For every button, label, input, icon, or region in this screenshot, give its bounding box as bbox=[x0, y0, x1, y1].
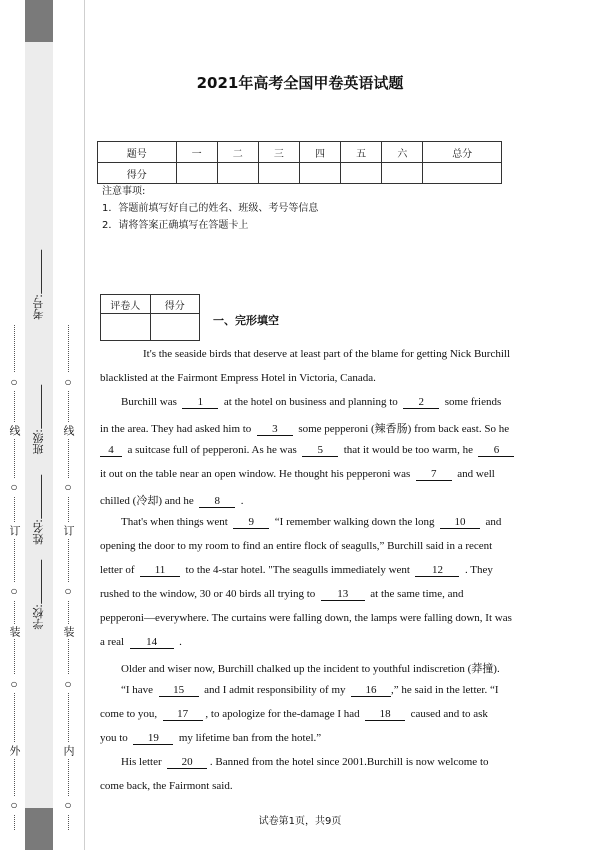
score-input-cell[interactable] bbox=[176, 163, 217, 184]
score-input-cell[interactable] bbox=[217, 163, 258, 184]
grader-input-cell[interactable] bbox=[101, 314, 151, 341]
cloze-blank[interactable]: 15 bbox=[159, 684, 199, 697]
score-input-cell[interactable] bbox=[382, 163, 423, 184]
page-title: 2021年高考全国甲卷英语试题 bbox=[196, 74, 404, 92]
score-header-cell: 一 bbox=[176, 142, 217, 163]
binding-mark: ○ bbox=[7, 480, 21, 494]
binding-mark: 线 bbox=[62, 425, 74, 436]
binding-mark: ○ bbox=[61, 375, 75, 389]
binding-mark: ○ bbox=[61, 480, 75, 494]
cloze-blank[interactable]: 20 bbox=[167, 756, 207, 769]
cloze-blank[interactable]: 16 bbox=[351, 684, 391, 697]
binding-mark: 装 bbox=[62, 626, 74, 637]
passage-line: it out on the table near an open window. He thought his pepperoni was 7 and well bbox=[100, 468, 495, 480]
exam-notes bbox=[102, 183, 318, 234]
cloze-blank[interactable]: 3 bbox=[257, 423, 293, 436]
passage-line: you to 19 my lifetime ban from the hotel.” bbox=[100, 732, 322, 744]
exam-number-label: 考号: bbox=[32, 294, 45, 320]
binding-mark: ○ bbox=[7, 798, 21, 812]
cloze-blank[interactable]: 2 bbox=[403, 396, 439, 409]
notes-heading: 注意事项: bbox=[102, 186, 146, 197]
passage-line: 4 a suitcase full of pepperoni. As he was 5 that it would be too warm, he 6 bbox=[100, 444, 514, 457]
score-input-cell[interactable] bbox=[299, 163, 340, 184]
grader-score-label: 得分 bbox=[150, 295, 200, 314]
cloze-blank[interactable]: 10 bbox=[440, 516, 480, 529]
school-label: 学校: bbox=[32, 604, 45, 630]
passage-line: blacklisted at the Fairmont Empress Hotel in Victoria, Canada. bbox=[100, 372, 376, 384]
passage-line: rushed to the window, 30 or 40 birds all trying to 13 at the same time, and bbox=[100, 588, 464, 600]
cloze-blank[interactable]: 5 bbox=[302, 444, 338, 457]
class-label: 班级: bbox=[32, 429, 45, 455]
passage-line: come to you, 17 , to apologize for the-damage I had 18 caused and to ask bbox=[100, 708, 488, 720]
name-field[interactable] bbox=[30, 475, 47, 545]
exam-number-field[interactable] bbox=[30, 250, 47, 320]
cloze-blank[interactable]: 12 bbox=[415, 564, 459, 577]
name-label: 姓名: bbox=[32, 519, 45, 545]
cloze-blank[interactable]: 19 bbox=[133, 732, 173, 745]
score-row-label: 得分 bbox=[98, 163, 177, 184]
cloze-blank[interactable]: 18 bbox=[365, 708, 405, 721]
passage-line: That's when things went 9 “I remember walking down the long 10 and bbox=[121, 516, 502, 528]
cloze-blank[interactable]: 4 bbox=[100, 444, 122, 457]
cloze-blank[interactable]: 6 bbox=[478, 444, 514, 457]
score-header-cell: 五 bbox=[341, 142, 382, 163]
cloze-blank[interactable]: 14 bbox=[130, 636, 174, 649]
cloze-blank[interactable]: 7 bbox=[416, 468, 452, 481]
passage-line: “I have 15 and I admit responsibility of my 16 ,” he said in the letter. “I bbox=[121, 684, 499, 696]
binding-mark: 内 bbox=[62, 745, 74, 756]
cloze-blank[interactable]: 13 bbox=[321, 588, 365, 601]
passage-line: Burchill was 1 at the hotel on business and planning to 2 some friends bbox=[121, 396, 502, 408]
binding-mark: ○ bbox=[7, 677, 21, 691]
cloze-blank[interactable]: 8 bbox=[199, 495, 235, 508]
cloze-blank[interactable]: 11 bbox=[140, 564, 180, 577]
cloze-blank[interactable]: 1 bbox=[182, 396, 218, 409]
school-field[interactable] bbox=[30, 560, 47, 630]
score-header-cell: 题号 bbox=[98, 142, 177, 163]
binding-mark: 装 bbox=[8, 626, 20, 637]
binding-mark: ○ bbox=[61, 584, 75, 598]
score-header-cell: 总分 bbox=[423, 142, 502, 163]
binding-mark: 订 bbox=[62, 525, 74, 536]
passage-line: opening the door to my room to find an entire flock of seagulls,” Burchill said in a recent bbox=[100, 540, 493, 552]
score-table-header-row bbox=[98, 142, 502, 163]
cloze-blank[interactable]: 17 bbox=[163, 708, 203, 721]
passage-line: letter of 11 to the 4-star hotel. "The seagulls immediately went 12 . They bbox=[100, 564, 493, 576]
binding-mark: 线 bbox=[8, 425, 20, 436]
score-input-cell[interactable] bbox=[258, 163, 299, 184]
score-table-score-row bbox=[98, 163, 502, 184]
cloze-blank[interactable]: 9 bbox=[233, 516, 269, 529]
score-header-cell: 三 bbox=[258, 142, 299, 163]
passage-line: in the area. They had asked him to 3 some pepperoni (辣香肠) from back east. So he bbox=[100, 423, 510, 435]
score-header-cell: 四 bbox=[299, 142, 340, 163]
margin-border-line bbox=[84, 0, 85, 850]
passage-line: pepperoni—everywhere. The curtains were falling down, the lamps were falling down, It was bbox=[100, 612, 512, 624]
grader-label: 评卷人 bbox=[101, 295, 151, 314]
score-input-cell[interactable] bbox=[423, 163, 502, 184]
class-field[interactable] bbox=[30, 385, 47, 455]
score-header-cell: 六 bbox=[382, 142, 423, 163]
notes-item: 1．答题前填写好自己的姓名、班级、考号等信息 bbox=[102, 203, 319, 214]
passage-line: Older and wiser now, Burchill chalked up the incident to youthful indiscretion (莽撞). bbox=[121, 663, 500, 675]
binding-mark: ○ bbox=[7, 584, 21, 598]
binding-mark: ○ bbox=[61, 798, 75, 812]
grader-table bbox=[100, 294, 200, 341]
notes-item: 2．请将答案正确填写在答题卡上 bbox=[102, 220, 249, 231]
grader-score-input-cell[interactable] bbox=[150, 314, 200, 341]
passage-line: It's the seaside birds that deserve at least part of the blame for getting Nick Burchill bbox=[143, 348, 511, 360]
passage-line: come back, the Fairmont said. bbox=[100, 780, 233, 792]
passage-line: chilled (冷却) and he 8 . bbox=[100, 495, 244, 507]
score-header-cell: 二 bbox=[217, 142, 258, 163]
passage-line: a real 14 . bbox=[100, 636, 182, 648]
binding-mark: ○ bbox=[61, 677, 75, 691]
score-input-cell[interactable] bbox=[341, 163, 382, 184]
section-title: 一、完形填空 bbox=[213, 314, 279, 327]
score-table bbox=[97, 141, 502, 184]
binding-strip-top-cap bbox=[25, 0, 53, 42]
binding-mark: ○ bbox=[7, 375, 21, 389]
binding-mark: 订 bbox=[8, 525, 20, 536]
page-footer: 试卷第1页，共9页 bbox=[258, 816, 342, 827]
binding-mark: 外 bbox=[8, 745, 20, 756]
passage-line: His letter 20 . Banned from the hotel since 2001.Burchill is now welcome to bbox=[121, 756, 489, 768]
